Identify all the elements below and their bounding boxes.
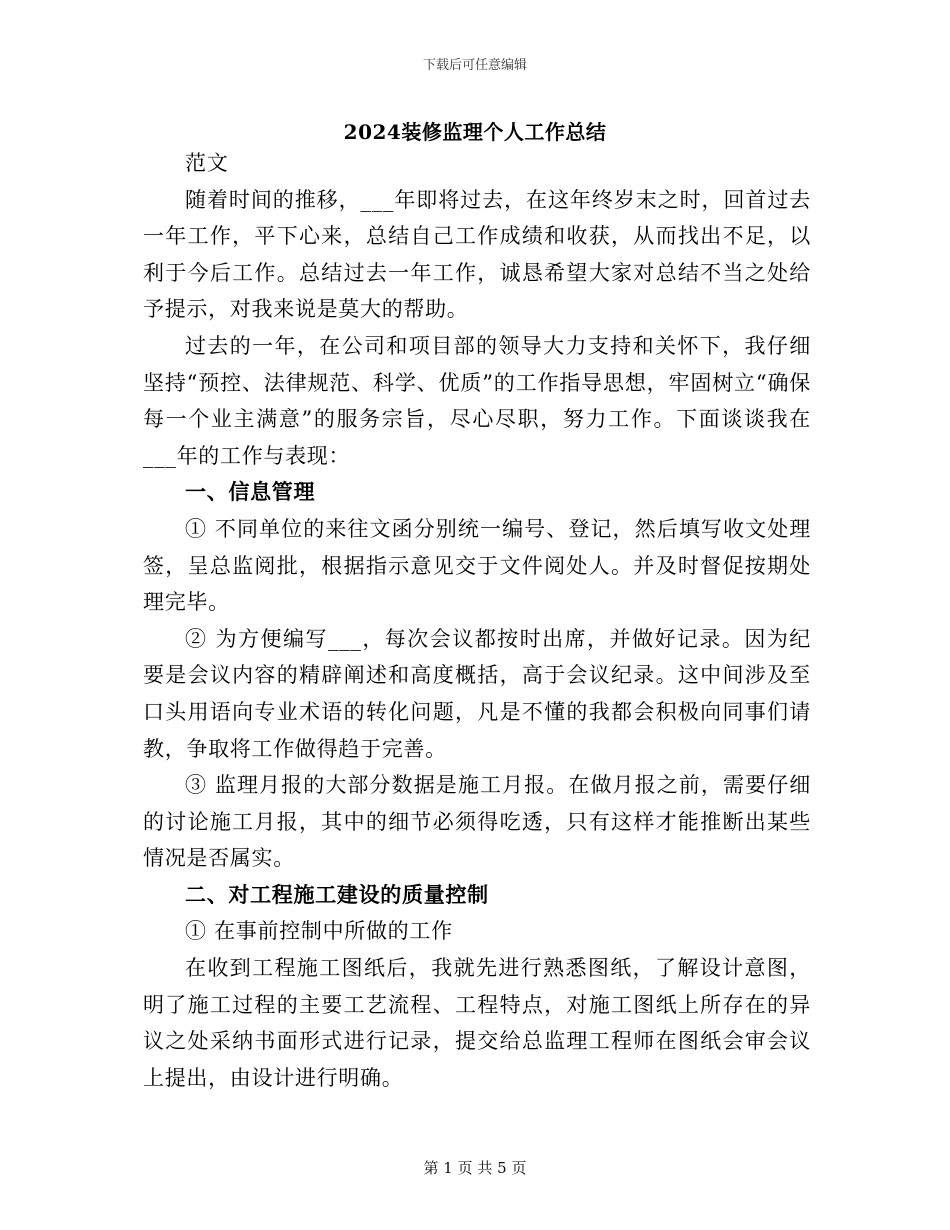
section-heading-info-management: 一、信息管理 bbox=[185, 479, 316, 505]
header-note: 下载后可任意编辑 bbox=[422, 58, 527, 73]
document-title: 2024装修监理个人工作总结 bbox=[343, 120, 607, 144]
paragraph-pre-control: 在收到工程施工图纸后，我就先进行熟悉图纸，了解设计意图，明了施工过程的主要工艺流程、工程特点，对施工图纸上所存在的异议之处采纳书面形式进行记录，提交给总监理工程师在图纸会审会议上提出，由设计进行明确。 bbox=[143, 956, 811, 1090]
section-heading-quality-control: 二、对工程施工建设的质量控制 bbox=[185, 881, 489, 907]
paragraph-label: 范文 bbox=[185, 151, 229, 175]
paragraph-intro: 随着时间的推移，___年即将过去，在这年终岁末之时，回首过去一年工作，平下心来，总结自己工作成绩和收获，从而找出不足，以利于今后工作。总结过去一年工作，诚恳希望大家对总结不当之处给予提示，对我来说是莫大的帮助。 bbox=[143, 187, 811, 322]
paragraph-overview: 过去的一年，在公司和项目部的领导大力支持和关怀下，我仔细坚持“预控、法律规范、科学、优质”的工作指导思想，牢固树立“确保每一个业主满意”的服务宗旨，尽心尽职，努力工作。下面谈谈我在___年的工作与表现： bbox=[143, 333, 811, 468]
paragraph-subheading: ① 在事前控制中所做的工作 bbox=[185, 919, 453, 944]
page-footer: 第 1 页 共 5 页 bbox=[423, 1159, 527, 1177]
paragraph-item-2: ② 为方便编写___，每次会议都按时出席，并做好记录。因为纪要是会议内容的精辟阐述和高度概括，高于会议纪录。这中间涉及至口头用语向专业术语的转化问题，凡是不懂的我都会积极向同事们请教，争取将工作做得趋于完善。 bbox=[143, 626, 811, 761]
document-body bbox=[143, 145, 811, 1096]
paragraph-item-1: ① 不同单位的来往文函分别统一编号、登记，然后填写收文处理签，呈总监阅批，根据指示意见交于文件阅处人。并及时督促按期处理完毕。 bbox=[143, 516, 811, 615]
paragraph-item-3: ③ 监理月报的大部分数据是施工月报。在做月报之前，需要仔细的讨论施工月报，其中的细节必须得吃透，只有这样才能推断出某些情况是否属实。 bbox=[143, 773, 811, 871]
